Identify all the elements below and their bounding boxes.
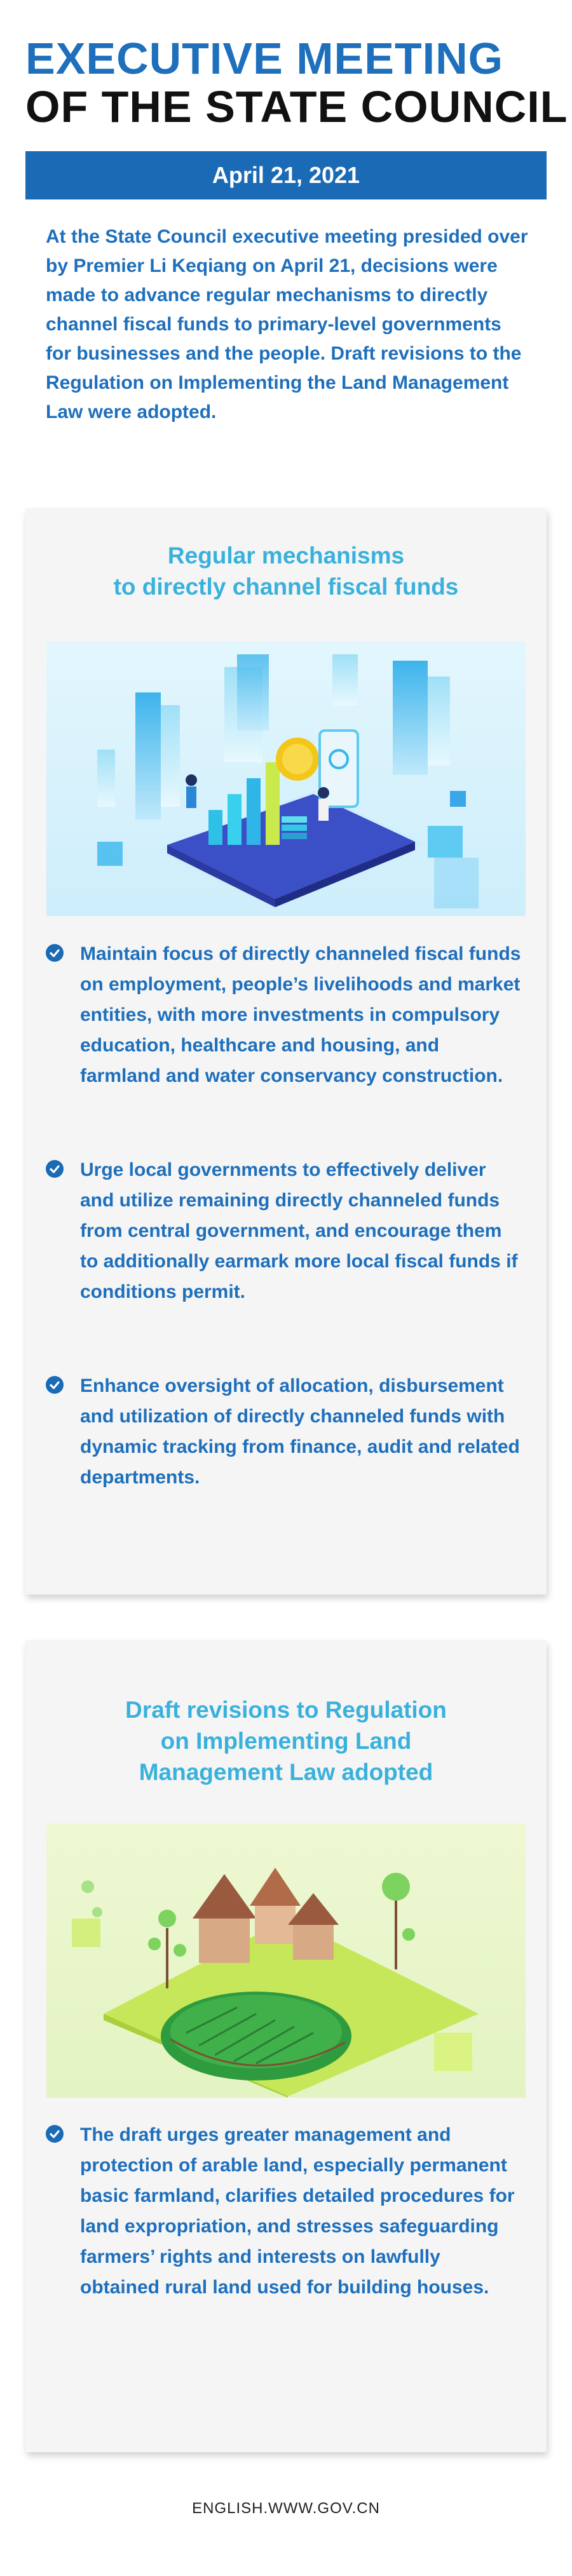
title-line-1: EXECUTIVE MEETING — [25, 34, 504, 83]
section-title-line: Draft revisions to Regulation — [125, 1697, 447, 1723]
section-title-line: Management Law adopted — [139, 1759, 433, 1785]
farmland-illustration — [46, 1823, 526, 2098]
section-title-line: Regular mechanisms — [167, 543, 405, 569]
section-title-line: to directly channel fiscal funds — [113, 574, 459, 600]
bullet-text: Maintain focus of directly channeled fiscal funds on employment, people’s livelihoods and market entities, with more investments in compulsory education, healthcare and housing, and farmland and water conservancy construction. — [80, 943, 521, 1086]
check-circle-icon — [46, 1160, 64, 1178]
intro-paragraph: At the State Council executive meeting presided over by Premier Li Keqiang on April 21, decisions were made to advance regular mechanisms to directly channel fiscal funds to primary-level governments for businesses and the people. Draft revisions to the Regulation on Implementing the Land Management Law were adopted. — [46, 226, 528, 422]
bullet-text: Enhance oversight of allocation, disbursement and utilization of directly channeled funds with dynamic tracking from finance, audit and related departments. — [80, 1375, 520, 1488]
check-circle-icon — [46, 944, 64, 962]
check-circle-icon — [46, 1376, 64, 1394]
fiscal-funds-illustration — [46, 642, 526, 916]
bullet-text: Urge local governments to effectively deliver and utilize remaining directly channeled funds from central government, and encourage them to additionally earmark more local fiscal funds if conditions permit. — [80, 1159, 518, 1302]
section-card-land-management — [25, 1640, 547, 2452]
date-banner: April 21, 2021 — [25, 151, 547, 199]
section-card-fiscal-funds — [25, 508, 547, 1595]
check-circle-icon — [46, 2125, 64, 2143]
section-title-line: on Implementing Land — [160, 1728, 412, 1754]
title-line-2: OF THE STATE COUNCIL — [25, 82, 568, 131]
footer-site-name: ENGLISH.WWW.GOV.CN — [192, 2500, 380, 2517]
bullet-text: The draft urges greater management and protection of arable land, especially permanent basic farmland, clarifies detailed procedures for land expropriation, and stresses safeguarding farmers’ rights and interests on lawfully obtained rural land used for building houses. — [80, 2124, 515, 2298]
